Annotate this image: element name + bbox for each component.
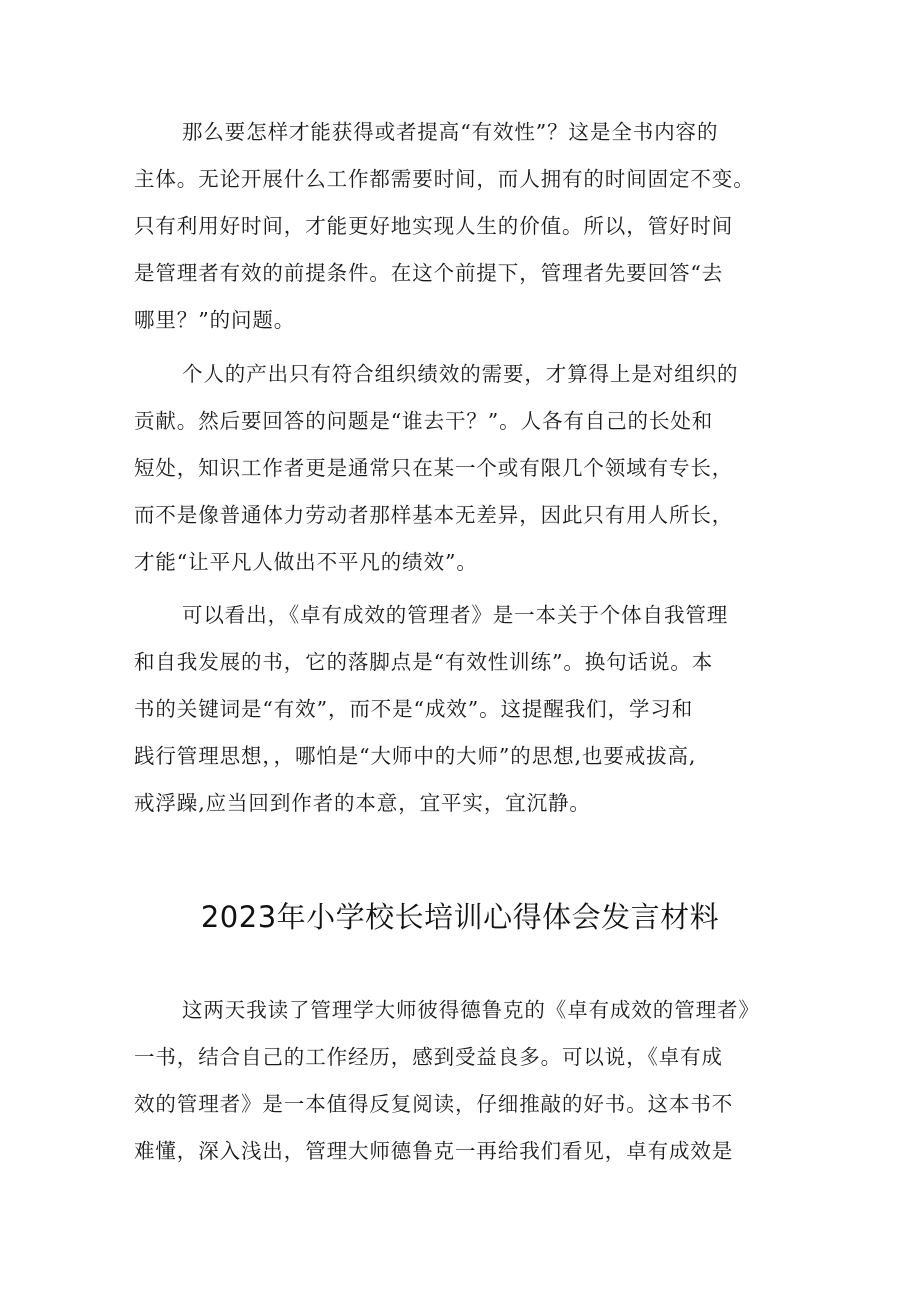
paragraph-line: 短处，知识工作者更是通常只在某一个或有限几个领域有专长， xyxy=(134,456,734,480)
paragraph-line: 那么要怎样才能获得或者提高“有效性”？这是全书内容的 xyxy=(182,120,719,144)
paragraph-line: 戒浮躁,应当回到作者的本意，宜平实，宜沉静。 xyxy=(134,791,591,815)
paragraph-line: 和自我发展的书，它的落脚点是“有效性训练”。换句话说。本 xyxy=(134,650,714,674)
document-title: 2023年小学校长培训心得体会发言材料 xyxy=(200,900,720,934)
paragraph-line: 一书，结合自己的工作经历，感到受益良多。可以说，《卓有成 xyxy=(134,1045,723,1069)
paragraph-line: 书的关键词是“有效”，而不是“成效”。这提醒我们，学习和 xyxy=(134,697,694,721)
paragraph-line: 只有利用好时间，才能更好地实现人生的价值。所以，管好时间 xyxy=(134,214,734,238)
paragraph-line: 才能“让平凡人做出不平凡的绩效”。 xyxy=(134,550,478,574)
paragraph-line: 践行管理思想，，哪怕是“大师中的大师”的思想,也要戒拔高, xyxy=(134,744,697,768)
paragraph-line: 是管理者有效的前提条件。在这个前提下，管理者先要回答“去 xyxy=(134,261,724,285)
paragraph-line: 哪里？”的问题。 xyxy=(134,308,296,332)
paragraph-line: 主体。无论开展什么工作都需要时间，而人拥有的时间固定不变。 xyxy=(134,167,755,191)
paragraph-line: 贡献。然后要回答的问题是“谁去干？”。人各有自己的长处和 xyxy=(134,409,714,433)
paragraph-line: 而不是像普通体力劳动者那样基本无差异，因此只有用人所长， xyxy=(134,503,734,527)
paragraph-line: 个人的产出只有符合组织绩效的需要，才算得上是对组织的 xyxy=(182,362,739,386)
paragraph-line: 这两天我读了管理学大师彼得德鲁克的《卓有成效的管理者》 xyxy=(182,998,760,1022)
paragraph-line: 难懂，深入浅出，管理大师德鲁克一再给我们看见，卓有成效是 xyxy=(134,1139,734,1163)
paragraph-line: 效的管理者》是一本值得反复阅读，仔细推敲的好书。这本书不 xyxy=(134,1092,734,1116)
paragraph-line: 可以看出，《卓有成效的管理者》是一本关于个体自我管理 xyxy=(182,603,729,627)
